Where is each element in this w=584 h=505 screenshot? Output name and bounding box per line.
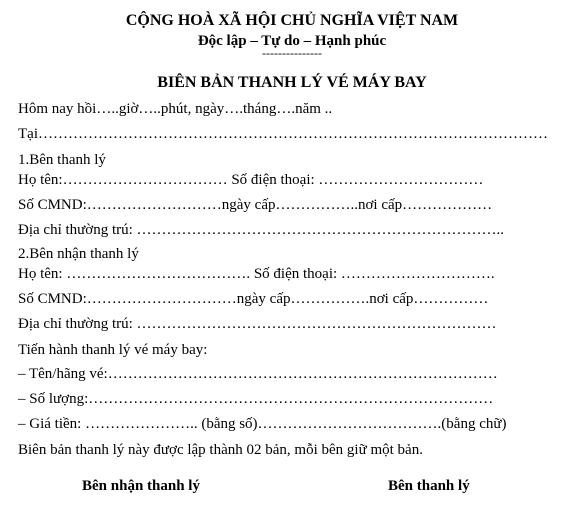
ticket-quantity-line: – Số lượng:………………………………………………………………………: [18, 391, 494, 407]
party-a-address-line: Địa chỉ thường trú: ………………………………………………………………..: [18, 222, 505, 238]
motto-heading: Độc lập – Tự do – Hạnh phúc: [197, 33, 387, 49]
place-line: Tại…………………………………………………………………………………………: [18, 126, 548, 142]
ticket-price-line: – Giá tiền: ………………….. (bằng số)……………………………….(bằng chữ): [18, 416, 507, 432]
closing-statement: Biên bản thanh lý này được lập thành 02 bản, mỗi bên giữ một bản.: [18, 442, 423, 458]
party-b-address-line: Địa chỉ thường trú: ………………………………………………………………: [18, 316, 497, 332]
details-heading: Tiến hành thanh lý vé máy bay:: [18, 342, 208, 358]
signature-receiver: Bên nhận thanh lý: [82, 478, 200, 494]
document-title: BIÊN BẢN THANH LÝ VÉ MÁY BAY: [157, 74, 427, 91]
party-a-name-line: Họ tên:…………………………… Số điện thoại: ……………………………: [18, 172, 484, 188]
party-b-heading: 2.Bên nhận thanh lý: [18, 246, 139, 262]
party-a-heading: 1.Bên thanh lý: [18, 152, 106, 168]
ticket-name-line: – Tên/hãng vé:……………………………………………………………………: [18, 366, 498, 382]
party-b-id-line: Số CMND:…………………………ngày cấp…………….nơi cấp……………: [18, 291, 489, 307]
party-a-id-line: Số CMND:………………………ngày cấp……………..nơi cấp………………: [18, 197, 493, 213]
signature-liquidator: Bên thanh lý: [388, 478, 470, 494]
date-line: Hôm nay hồi…..giờ…..phút, ngày….tháng….năm ..: [18, 101, 333, 117]
party-b-name-line: Họ tên: ………………………………. Số điện thoại: ………………………….: [18, 266, 495, 282]
motto-divider: ---------------: [262, 46, 322, 60]
country-heading: CỘNG HOÀ XÃ HỘI CHỦ NGHĨA VIỆT NAM: [125, 12, 459, 29]
